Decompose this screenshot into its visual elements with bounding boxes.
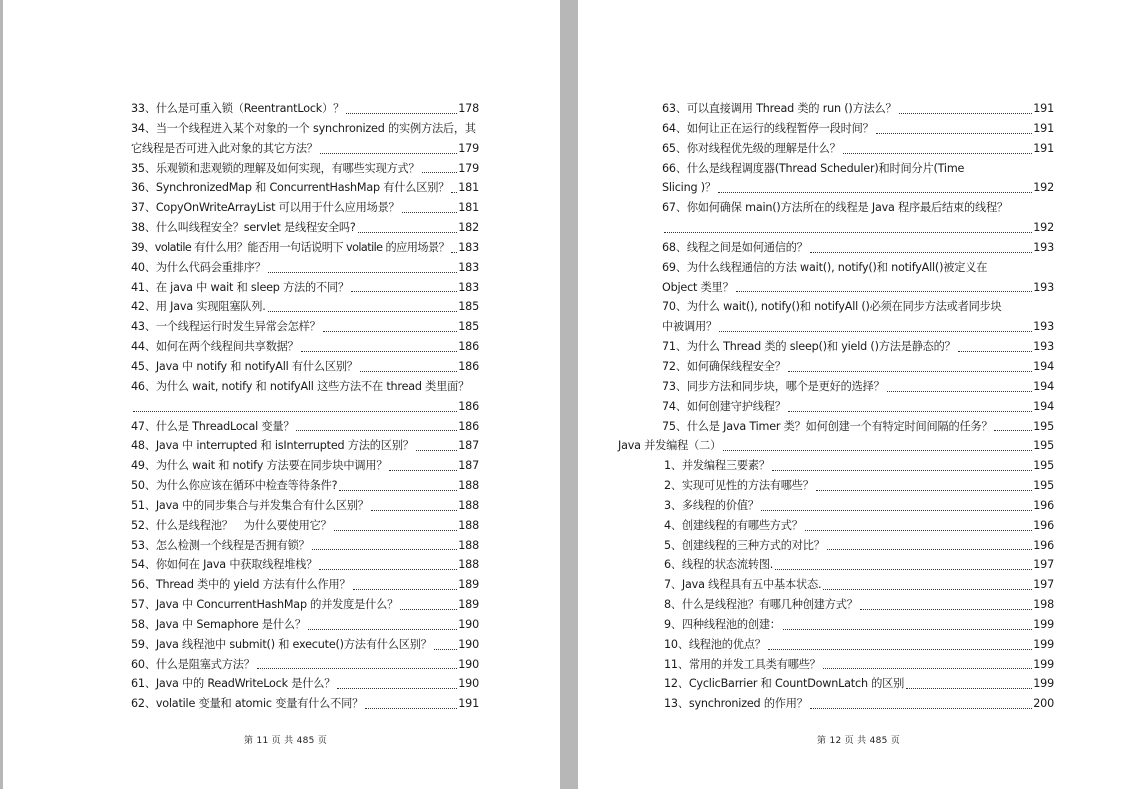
dot-leader xyxy=(360,371,457,372)
toc-page-number: 195 xyxy=(1033,439,1054,453)
toc-entry-title: 45、Java 中 notify 和 notifyAll 有什么区别？ xyxy=(131,359,358,373)
toc-entry[interactable] xyxy=(662,139,1054,159)
dot-leader xyxy=(899,113,1033,114)
toc-entry[interactable] xyxy=(664,536,1054,556)
toc-entry[interactable] xyxy=(662,238,1054,258)
toc-page-number: 198 xyxy=(1033,598,1054,612)
toc-entry[interactable] xyxy=(131,357,479,377)
toc-entry-title: 48、Java 中 interrupted 和 isInterrupted 方法的区别？ xyxy=(131,439,414,453)
toc-entry-title-continued: 中被调用？ xyxy=(662,320,717,334)
toc-entry[interactable] xyxy=(131,99,479,119)
toc-entry[interactable] xyxy=(664,674,1054,694)
toc-page-number: 193 xyxy=(1033,320,1054,334)
toc-page-number: 186 xyxy=(458,340,479,354)
dot-leader xyxy=(358,232,458,233)
toc-page-number: 190 xyxy=(458,657,479,671)
toc-entry-title: 38、什么叫线程安全？servlet 是线程安全吗? xyxy=(131,221,356,235)
toc-page-number: 189 xyxy=(458,598,479,612)
toc-page-number: 196 xyxy=(1033,498,1054,512)
toc-entry[interactable] xyxy=(664,575,1054,595)
toc-entry[interactable] xyxy=(662,119,1054,139)
dot-leader xyxy=(371,510,457,511)
toc-entry-title: 41、在 java 中 wait 和 sleep 方法的不同？ xyxy=(131,280,349,294)
toc-page-number: 188 xyxy=(458,479,479,493)
toc-page-number: 191 xyxy=(1033,141,1054,155)
toc-entry-title: 58、Java 中 Semaphore 是什么？ xyxy=(131,617,306,631)
toc-entry[interactable] xyxy=(662,297,1054,337)
dot-leader xyxy=(308,629,457,630)
toc-page-number: 194 xyxy=(1033,379,1054,393)
toc-entry[interactable] xyxy=(131,337,479,357)
toc-entry-title: 64、如何让正在运行的线程暂停一段时间？ xyxy=(662,121,874,135)
toc-page-number: 193 xyxy=(1033,240,1054,254)
dot-leader xyxy=(827,549,1032,550)
dot-leader xyxy=(339,490,457,491)
toc-page-number: 191 xyxy=(1033,121,1054,135)
toc-entry-title: 68、线程之间是如何通信的？ xyxy=(662,240,808,254)
toc-entry[interactable] xyxy=(662,417,1054,437)
page-footer: 第 11 页 共 485 页 xyxy=(244,736,328,746)
toc-entry-title: 13、synchronized 的作用？ xyxy=(664,697,808,711)
toc-entry-title: 47、什么是 ThreadLocal 变量？ xyxy=(131,419,295,433)
toc-entry-title: 53、怎么检测一个线程是否拥有锁？ xyxy=(131,538,310,552)
toc-entry-title: 42、用 Java 实现阻塞队列. xyxy=(131,300,266,314)
toc-entry-title: 10、线程池的优点？ xyxy=(664,637,766,651)
toc-entry[interactable] xyxy=(664,615,1054,635)
toc-entry[interactable] xyxy=(664,516,1054,536)
dot-leader xyxy=(768,649,1032,650)
dot-leader xyxy=(402,212,458,213)
dot-leader xyxy=(816,490,1032,491)
toc-page-number: 186 xyxy=(458,399,479,413)
dot-leader xyxy=(268,311,458,312)
table-of-contents xyxy=(131,99,479,714)
toc-entry-title: 5、创建线程的三种方式的对比？ xyxy=(664,538,825,552)
toc-entry-title: 44、如何在两个线程间共享数据？ xyxy=(131,340,299,354)
toc-entry-title: 54、你如何在 Java 中获取线程堆栈？ xyxy=(131,558,318,572)
toc-entry[interactable] xyxy=(662,377,1054,397)
toc-page-number: 186 xyxy=(458,359,479,373)
toc-entry-title: 11、常用的并发工具类有哪些？ xyxy=(664,657,821,671)
toc-page-number: 187 xyxy=(458,459,479,473)
toc-page-number: 186 xyxy=(458,419,479,433)
toc-entry[interactable] xyxy=(131,178,479,198)
dot-leader xyxy=(994,430,1032,431)
toc-entry[interactable] xyxy=(131,555,479,575)
toc-page-number: 191 xyxy=(1033,102,1054,115)
toc-entry[interactable] xyxy=(131,159,479,179)
toc-page-number: 190 xyxy=(458,617,479,631)
toc-entry[interactable] xyxy=(131,377,479,417)
toc-entry-title: 60、什么是阻塞式方法？ xyxy=(131,657,255,671)
toc-entry-title: 12、CyclicBarrier 和 CountDownLatch 的区别 xyxy=(664,677,905,691)
dot-leader xyxy=(323,331,458,332)
toc-entry-title: 75、什么是 Java Timer 类？如何创建一个有特定时间间隔的任务？ xyxy=(662,419,993,433)
dot-leader xyxy=(736,291,1033,292)
toc-page-number: 195 xyxy=(1033,459,1054,473)
dot-leader xyxy=(783,629,1032,630)
toc-entry[interactable] xyxy=(662,258,1054,298)
toc-entry[interactable] xyxy=(131,674,479,694)
dot-leader xyxy=(337,688,457,689)
toc-page-number: 183 xyxy=(458,240,479,254)
dot-leader xyxy=(268,272,458,273)
dot-leader xyxy=(772,470,1032,471)
toc-entry-title: 49、为什么 wait 和 notify 方法要在同步块中调用？ xyxy=(131,459,388,473)
page-footer: 第 12 页 共 485 页 xyxy=(817,736,901,746)
toc-entry-title: 67、你如何确保 main()方法所在的线程是 Java 程序最后结束的线程？ xyxy=(662,201,1008,215)
toc-page-number: 194 xyxy=(1033,359,1054,373)
toc-page-number: 190 xyxy=(458,677,479,691)
toc-entry[interactable] xyxy=(131,655,479,675)
dot-leader xyxy=(389,470,457,471)
toc-entry-title: 34、当一个线程进入某个对象的一个 synchronized 的实例方法后，其 xyxy=(131,121,476,135)
toc-entry[interactable] xyxy=(131,297,479,317)
toc-page-number: 190 xyxy=(458,637,479,651)
dot-leader xyxy=(788,371,1033,372)
toc-page-number: 183 xyxy=(458,260,479,274)
dot-leader xyxy=(664,232,1032,233)
toc-entry-title-continued: 它线程是否可进入此对象的其它方法？ xyxy=(131,141,318,155)
dot-leader xyxy=(334,530,458,531)
toc-entry-title: 61、Java 中的 ReadWriteLock 是什么？ xyxy=(131,677,336,691)
toc-page-number: 197 xyxy=(1033,578,1054,592)
toc-entry-title: 71、为什么 Thread 类的 sleep()和 yield ()方法是静态的？ xyxy=(662,340,956,354)
toc-entry-title: 50、为什么你应该在循环中检查等待条件? xyxy=(131,479,338,493)
toc-page-number: 193 xyxy=(1033,280,1054,294)
toc-page-number: 179 xyxy=(458,141,479,155)
toc-entry-title-continued: Slicing )？ xyxy=(662,181,716,195)
dot-leader xyxy=(351,291,457,292)
dot-leader xyxy=(805,530,1032,531)
dot-leader xyxy=(365,708,457,709)
dot-leader xyxy=(257,668,458,669)
dot-leader xyxy=(301,351,458,352)
toc-entry[interactable] xyxy=(131,476,479,496)
toc-entry[interactable] xyxy=(664,655,1054,675)
toc-page-number: 185 xyxy=(458,300,479,314)
dot-leader xyxy=(346,113,457,114)
toc-entry[interactable] xyxy=(664,635,1054,655)
dot-leader xyxy=(320,153,457,154)
dot-leader xyxy=(775,569,1032,570)
dot-leader xyxy=(434,649,457,650)
toc-entry-title: Java 并发编程（二） xyxy=(618,439,722,453)
dot-leader xyxy=(319,569,457,570)
toc-page-number: 188 xyxy=(458,538,479,552)
toc-page-number: 179 xyxy=(458,161,479,175)
dot-leader xyxy=(860,609,1033,610)
toc-entry[interactable] xyxy=(131,218,479,238)
toc-page-number: 188 xyxy=(458,518,479,532)
dot-leader xyxy=(416,450,458,451)
toc-entry[interactable] xyxy=(131,238,479,258)
dot-leader xyxy=(400,609,457,610)
toc-entry-title: 59、Java 线程池中 submit() 和 execute()方法有什么区别？ xyxy=(131,637,432,651)
dot-leader xyxy=(876,133,1033,134)
toc-page-number: 188 xyxy=(458,498,479,512)
toc-entry-title: 66、什么是线程调度器(Thread Scheduler)和时间分片(Time xyxy=(662,161,965,175)
toc-page-number: 192 xyxy=(1033,221,1054,235)
toc-page-number: 200 xyxy=(1033,697,1054,711)
toc-entry-title: 74、如何创建守护线程？ xyxy=(662,399,786,413)
dot-leader xyxy=(843,153,1033,154)
toc-entry-title: 56、Thread 类中的 yield 方法有什么作用？ xyxy=(131,578,351,592)
toc-entry-title: 6、线程的状态流转图. xyxy=(664,558,774,572)
toc-page-number: 196 xyxy=(1033,538,1054,552)
toc-entry[interactable] xyxy=(664,476,1054,496)
toc-page-number: 193 xyxy=(1033,340,1054,354)
toc-page-number: 183 xyxy=(458,280,479,294)
toc-entry[interactable] xyxy=(664,555,1054,575)
toc-entry[interactable] xyxy=(131,595,479,615)
toc-entry-title: 33、什么是可重入锁（ReentrantLock）？ xyxy=(131,102,345,115)
toc-entry-title: 4、创建线程的有哪些方式？ xyxy=(664,518,803,532)
toc-entry[interactable] xyxy=(662,198,1054,238)
toc-page-number: 194 xyxy=(1033,399,1054,413)
toc-entry-title: 39、volatile 有什么用？能否用一句话说明下 volatile 的应用场景？ xyxy=(131,240,450,254)
toc-entry-title: 63、可以直接调用 Thread 类的 run ()方法么？ xyxy=(662,102,897,115)
toc-entry[interactable] xyxy=(131,436,479,456)
toc-entry-title: 52、什么是线程池？ 为什么要使用它？ xyxy=(131,518,332,532)
toc-entry-title: 51、Java 中的同步集合与并发集合有什么区别？ xyxy=(131,498,369,512)
dot-leader xyxy=(133,411,457,412)
dot-leader xyxy=(353,589,458,590)
toc-entry[interactable] xyxy=(662,337,1054,357)
toc-page-number: 187 xyxy=(458,439,479,453)
toc-entry-title: 43、一个线程运行时发生异常会怎样？ xyxy=(131,320,321,334)
dot-leader xyxy=(761,510,1032,511)
dot-leader xyxy=(451,252,457,253)
toc-entry-title: 40、为什么代码会重排序？ xyxy=(131,260,266,274)
toc-page-number: 197 xyxy=(1033,558,1054,572)
toc-page-number: 196 xyxy=(1033,518,1054,532)
toc-entry-title: 57、Java 中 ConcurrentHashMap 的并发度是什么？ xyxy=(131,598,399,612)
toc-page-number: 192 xyxy=(1033,181,1054,195)
toc-entry-title: 35、乐观锁和悲观锁的理解及如何实现，有哪些实现方式？ xyxy=(131,161,420,175)
toc-entry-title: 65、你对线程优先级的理解是什么？ xyxy=(662,141,841,155)
toc-page-number: 178 xyxy=(458,102,479,115)
toc-entry[interactable] xyxy=(131,278,479,298)
table-of-contents xyxy=(618,99,1054,714)
toc-page-number: 199 xyxy=(1033,657,1054,671)
toc-entry-title-continued: Object 类里？ xyxy=(662,280,734,294)
dot-leader xyxy=(823,668,1033,669)
toc-page-number: 181 xyxy=(458,181,479,195)
toc-entry[interactable] xyxy=(131,119,479,159)
toc-entry[interactable] xyxy=(131,575,479,595)
toc-entry-title: 62、volatile 变量和 atomic 变量有什么不同？ xyxy=(131,697,364,711)
toc-entry[interactable] xyxy=(131,615,479,635)
dot-leader xyxy=(810,708,1032,709)
toc-entry-title: 9、四种线程池的创建： xyxy=(664,617,781,631)
dot-leader xyxy=(723,450,1032,451)
toc-page-number: 188 xyxy=(458,558,479,572)
toc-page-number: 189 xyxy=(458,578,479,592)
toc-entry-title: 8、什么是线程池？有哪几种创建方式？ xyxy=(664,598,858,612)
toc-entry[interactable] xyxy=(131,536,479,556)
dot-leader xyxy=(958,351,1033,352)
toc-entry[interactable] xyxy=(664,694,1054,714)
toc-page-number: 199 xyxy=(1033,677,1054,691)
toc-entry[interactable] xyxy=(131,417,479,437)
dot-leader xyxy=(823,589,1032,590)
document-page-12 xyxy=(578,0,1136,789)
toc-entry-title: 2、实现可见性的方法有哪些？ xyxy=(664,479,814,493)
toc-entry[interactable] xyxy=(662,159,1054,199)
toc-section-heading[interactable] xyxy=(618,436,1054,456)
toc-page-number: 191 xyxy=(458,697,479,711)
toc-page-number: 199 xyxy=(1033,617,1054,631)
dot-leader xyxy=(788,411,1033,412)
toc-entry[interactable] xyxy=(662,397,1054,417)
toc-entry[interactable] xyxy=(131,317,479,337)
document-page-11 xyxy=(3,0,560,789)
toc-page-number: 195 xyxy=(1033,419,1054,433)
toc-entry[interactable] xyxy=(664,496,1054,516)
dot-leader xyxy=(312,549,458,550)
toc-entry-title: 69、为什么线程通信的方法 wait(), notify()和 notifyAll()被定义在 xyxy=(662,260,988,274)
dot-leader xyxy=(906,688,1032,689)
toc-entry[interactable] xyxy=(131,694,479,714)
toc-page-number: 185 xyxy=(458,320,479,334)
toc-entry-title: 1、并发编程三要素？ xyxy=(664,459,770,473)
toc-entry-title: 36、SynchronizedMap 和 ConcurrentHashMap 有什么区别？ xyxy=(131,181,450,195)
dot-leader xyxy=(451,192,457,193)
dot-leader xyxy=(718,192,1032,193)
toc-entry[interactable] xyxy=(662,357,1054,377)
toc-entry-title: 37、CopyOnWriteArrayList 可以用于什么应用场景？ xyxy=(131,201,400,215)
toc-entry-title: 7、Java 线程具有五中基本状态. xyxy=(664,578,822,592)
toc-entry[interactable] xyxy=(664,595,1054,615)
toc-entry[interactable] xyxy=(662,99,1054,119)
toc-page-number: 199 xyxy=(1033,637,1054,651)
toc-entry-title: 70、为什么 wait(), notify()和 notifyAll ()必须在同步方法或者同步块 xyxy=(662,300,1002,314)
dot-leader xyxy=(422,172,458,173)
toc-entry[interactable] xyxy=(131,516,479,536)
dot-leader xyxy=(296,430,457,431)
toc-entry[interactable] xyxy=(664,456,1054,476)
dot-leader xyxy=(810,252,1033,253)
toc-entry[interactable] xyxy=(131,258,479,278)
toc-entry[interactable] xyxy=(131,198,479,218)
dot-leader xyxy=(887,391,1033,392)
toc-page-number: 195 xyxy=(1033,479,1054,493)
toc-entry[interactable] xyxy=(131,456,479,476)
toc-entry-title: 73、同步方法和同步块，哪个是更好的选择？ xyxy=(662,379,885,393)
toc-entry[interactable] xyxy=(131,496,479,516)
toc-page-number: 182 xyxy=(458,221,479,235)
dot-leader xyxy=(719,331,1032,332)
toc-entry-title: 3、多线程的价值？ xyxy=(664,498,759,512)
toc-page-number: 181 xyxy=(458,201,479,215)
toc-entry[interactable] xyxy=(131,635,479,655)
toc-entry-title: 72、如何确保线程安全？ xyxy=(662,359,786,373)
toc-entry-title: 46、为什么 wait, notify 和 notifyAll 这些方法不在 thread 类里面？ xyxy=(131,379,470,393)
